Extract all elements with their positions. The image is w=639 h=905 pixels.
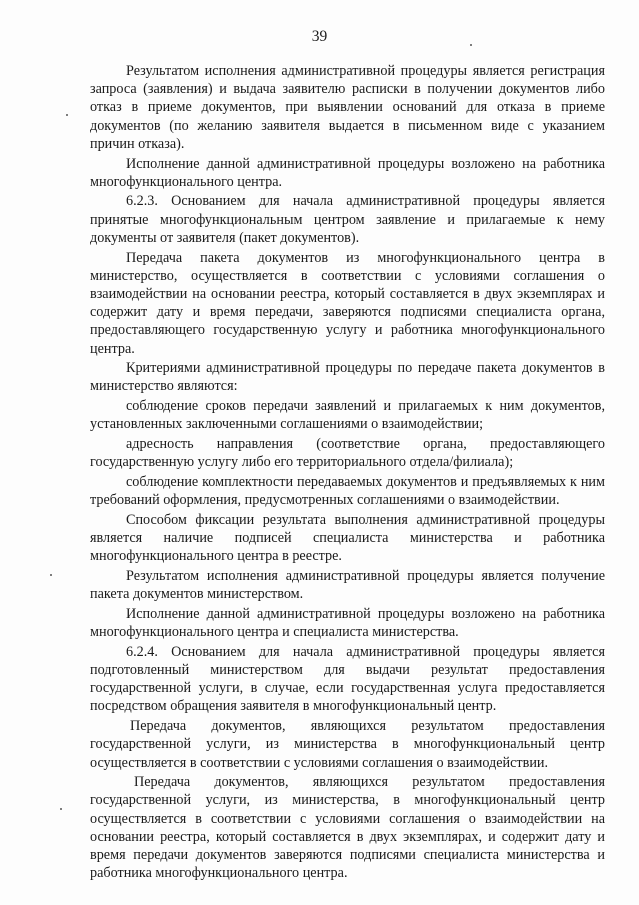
paragraph-criteria-deadlines: соблюдение сроков передачи заявлений и прилагаемых к ним документов, установленных заключенными соглашениями о взаимодействии; [90,398,605,433]
page-number: 39 [311,28,328,45]
scan-speck [50,574,52,576]
paragraph-criteria-addressing: адресность направления (соответствие органа, предоставляющего государственную услугу либо его территориального отдела/филиала); [90,436,605,471]
paragraph-result-transfer: Передача документов, являющихся результатом предоставления государственной услуги, из министерства в многофункциональный центр осуществляется в соответствии с условиями соглашения о взаимодействии. [90,718,605,771]
paragraph-execution-mfc-ministry: Исполнение данной административной процедуры возложено на работника многофункционального центра и специалиста министерства. [90,605,605,641]
scan-speck [470,44,472,46]
paragraph-6-2-4: 6.2.4. Основанием для начала административной процедуры является подготовленный министерством для выдачи результат предоставления государственной услуги, в случае, если государственная услуга предоставляется посредством обращения заявителя в многофункциональный центр. [90,643,605,715]
paragraph-result-transfer-registry: Передача документов, являющихся результатом предоставления государственной услуги, из министерства, в многофункциональный центр осуществляется в соответствии с условиями соглашения о взаимодействии на основании реестра, который составляется в двух экземплярах, и содержит дату и время передачи документов заверяются подписями специалиста министерства и работника многофункционального центра. [90,774,605,882]
scan-speck [66,114,68,116]
paragraph-criteria: Критериями административной процедуры по передаче пакета документов в министерство являются: [90,360,605,395]
paragraph-package-transfer: Передача пакета документов из многофункционального центра в министерство, осуществляется в соответствии с условиями соглашения о взаимодействии на основании реестра, который составляется в двух экземплярах и содержит дату и время передачи, заверяются подписями специалиста органа, предоставляющего государственную услугу и работника многофункционального центра. [90,249,605,357]
paragraph-result-registration: Результатом исполнения административной процедуры является регистрация запроса (заявления) и выдача заявителю расписки в получении документов либо отказ в приеме документов, при выявлении оснований для отказа в приеме документов (по желанию заявителя выдается в письменном виде с указанием причин отказа). [90,63,605,152]
paragraph-fixation-method: Способом фиксации результата выполнения административной процедуры является наличие подписей специалиста министерства и работника многофункционального центра в реестре. [90,511,605,565]
scan-speck [60,808,62,810]
paragraph-execution-mfc-worker: Исполнение данной административной процедуры возложено на работника многофункционального центра. [90,155,605,190]
paragraph-criteria-completeness: соблюдение комплектности передаваемых документов и предъявляемых к ним требований оформления, предусмотренных соглашениями о взаимодействии. [90,473,605,509]
paragraph-6-2-3: 6.2.3. Основанием для начала административной процедуры является принятые многофункциональным центром заявление и прилагаемые к нему документы от заявителя (пакет документов). [90,193,605,246]
paragraph-result-receipt: Результатом исполнения административной процедуры является получение пакета документов министерством. [90,567,605,603]
document-body [90,62,605,884]
